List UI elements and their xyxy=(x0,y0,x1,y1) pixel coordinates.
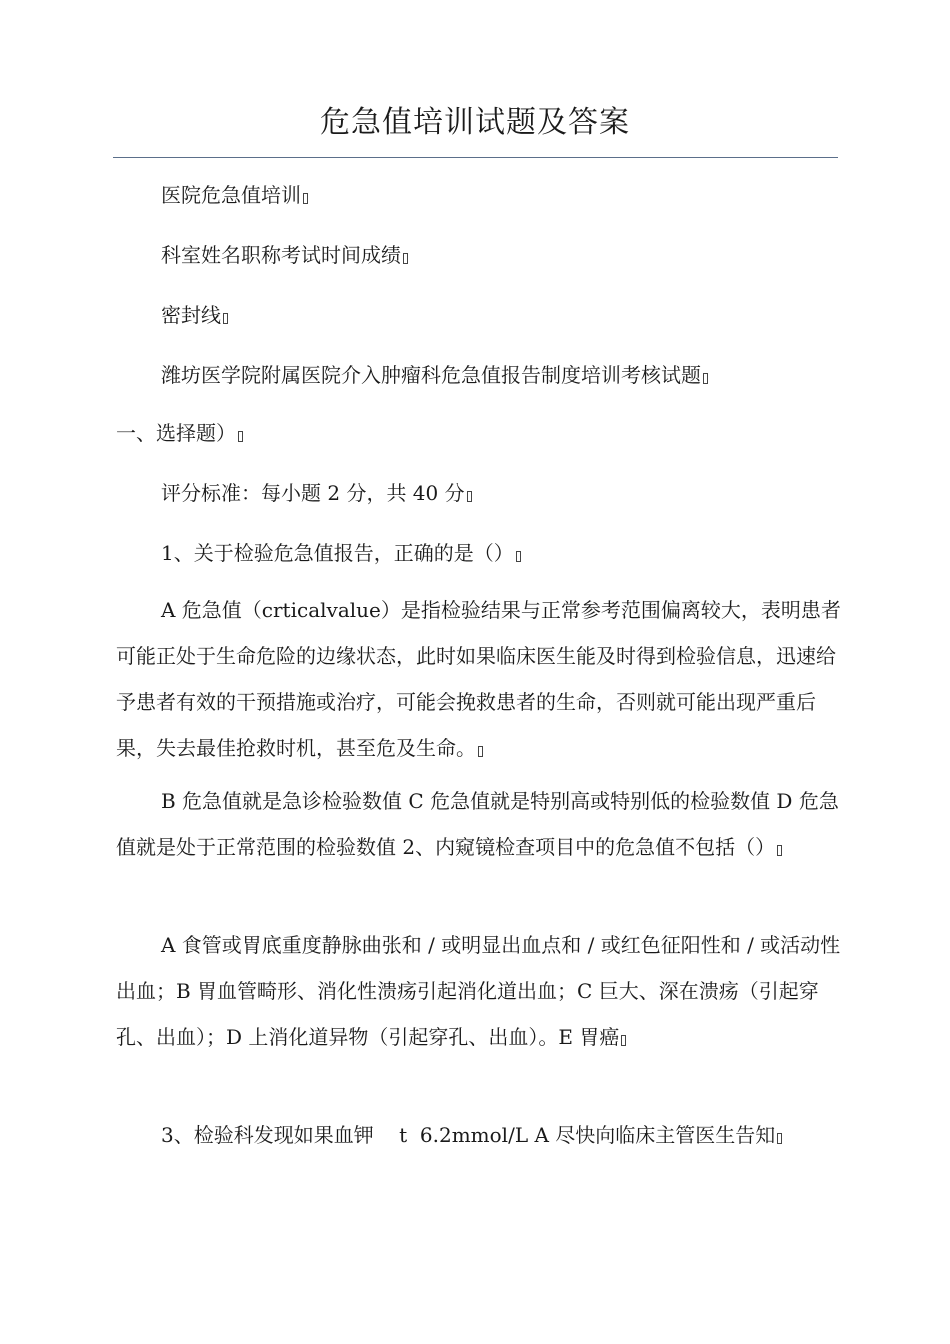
question-3: 3、检验科发现如果血钾 t 6.2mmol/L A 尽快向临床主管医生告知 xyxy=(116,1112,851,1158)
paragraph-mark-icon xyxy=(467,491,472,502)
paragraph-mark-icon xyxy=(621,1035,626,1046)
paragraph-mark-icon xyxy=(403,253,408,264)
paragraph-mark-icon xyxy=(238,431,243,442)
paragraph-mark-icon xyxy=(303,193,308,204)
page-title: 危急值培训试题及答案 xyxy=(320,105,630,140)
question-2-options: A 食管或胃底重度静脉曲张和 / 或明显出血点和 / 或红色征阳性和 / 或活动性出血；B 胃血管畸形、消化性溃疡引起消化道出血；C 巨大、深在溃疡（引起穿孔、出血）；D 上消化道异物（引起穿孔、出血）。E 胃癌 xyxy=(116,933,841,1049)
paragraph-mark-icon xyxy=(516,551,521,562)
paragraph-exam-heading: 潍坊医学院附属医院介入肿瘤科危急值报告制度培训考核试题 xyxy=(116,352,851,398)
question-1-options-bcd: B 危急值就是急诊检验数值 C 危急值就是特别高或特别低的检验数值 D 危急值就是处于正常范围的检验数值 2、内窥镜检查项目中的危急值不包括（） xyxy=(116,789,839,859)
question-1: 1、关于检验危急值报告，正确的是（） xyxy=(116,530,851,576)
section-heading-choice: 一、选择题） xyxy=(116,410,851,456)
paragraph-mark-icon xyxy=(777,845,782,856)
paragraph-hospital-training: 医院危急值培训 xyxy=(116,172,851,218)
paragraph-mark-icon xyxy=(223,313,228,324)
paragraph-mark-icon xyxy=(777,1133,782,1144)
paragraph-exam-fields: 科室姓名职称考试时间成绩 xyxy=(116,232,851,278)
paragraph-scoring: 评分标准：每小题 2 分，共 40 分 xyxy=(116,470,851,516)
paragraph-mark-icon xyxy=(703,373,708,384)
question-1-option-a: A 危急值（crticalvalue）是指检验结果与正常参考范围偏离较大，表明患者可能正处于生命危险的边缘状态，此时如果临床医生能及时得到检验信息，迅速给予患者有效的干预措施或治疗，可能会挽救患者的生命，否则就可能出现严重后果，失去最佳抢救时机，甚至危及生命。 xyxy=(116,598,841,760)
paragraph-seal-line: 密封线 xyxy=(116,292,851,338)
paragraph-mark-icon xyxy=(478,746,483,757)
title-divider xyxy=(113,157,838,158)
